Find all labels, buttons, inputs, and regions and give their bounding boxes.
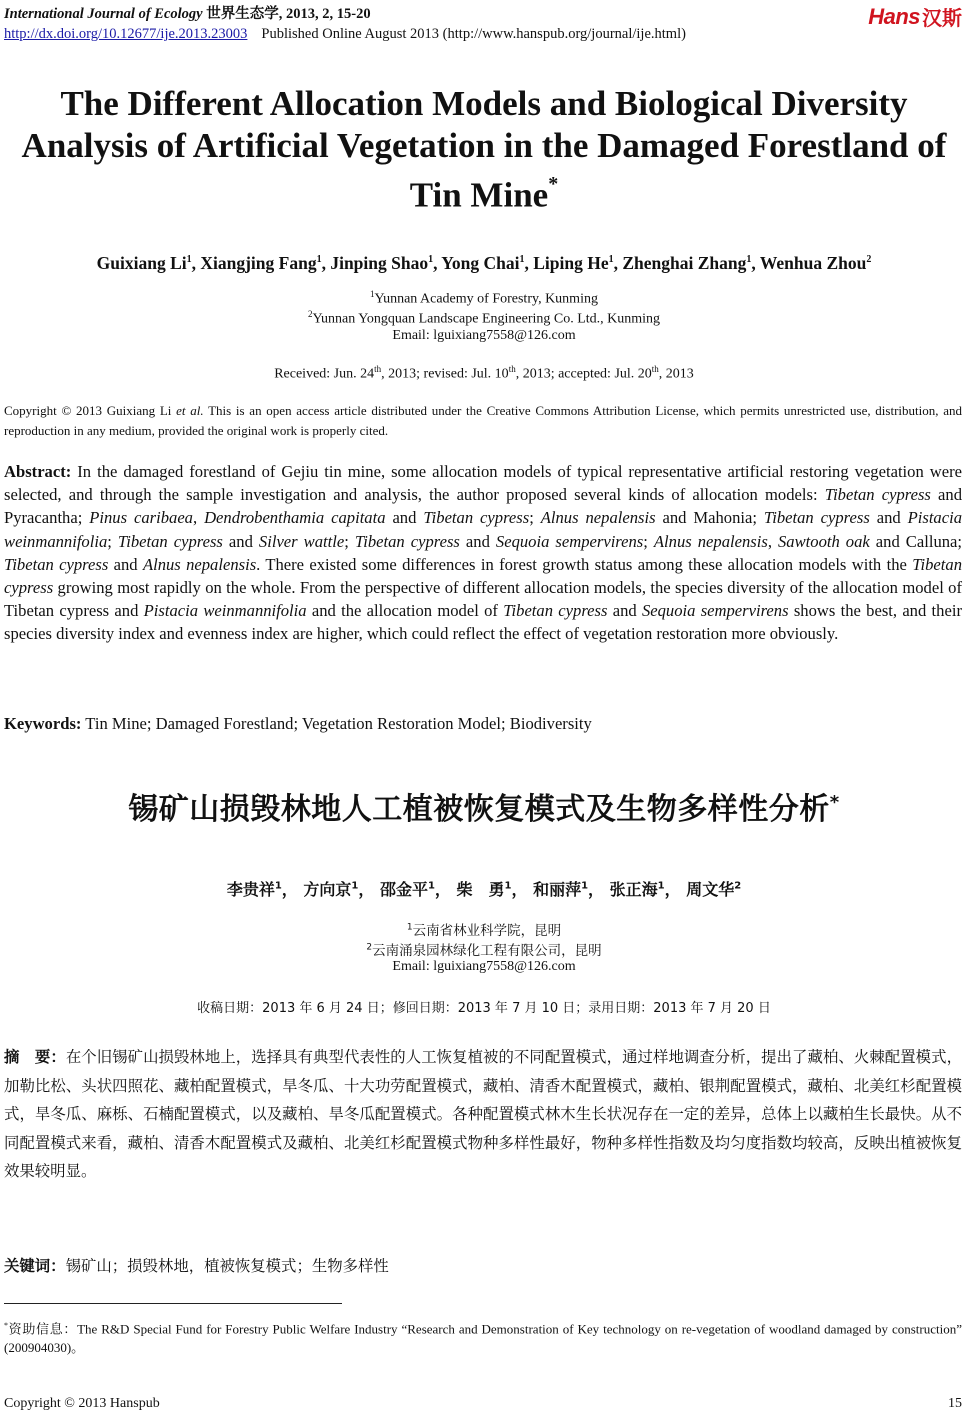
footnote-rule	[4, 1303, 342, 1304]
author: 李贵祥$^1$	[226, 880, 282, 899]
chinese-affiliation-2: $^2$云南涌泉园林绿化工程有限公司，昆明	[366, 942, 602, 959]
title-footnote-mark: *	[548, 173, 559, 195]
author: 邵金平$^1$	[379, 880, 435, 899]
volume-info: , 2013, 2, 15-20	[278, 6, 371, 22]
author: Zhenghai Zhang$^1$	[622, 253, 752, 273]
author: Guixiang Li$^1$	[96, 253, 192, 273]
copyright-notice: Copyright © 2013 Guixiang Li et al. This is an open access article distributed under the Creative Commons Attribution License, which permits unrestricted use, distribution, and reproduction in any medium, provided the original work is properly cited.	[4, 403, 962, 438]
logo-cjk: 汉斯	[922, 6, 962, 30]
author-list: Guixiang Li$^1$, Xiangjing Fang$^1$, Jinping Shao$^1$, Yong Chai$^1$, Liping He$^1$, Zhenghai Zhang$^1$, Wenhua Zhou$^2$	[96, 253, 872, 273]
paper-title	[4, 83, 964, 217]
title-line-2: Analysis of Artificial Vegetation in the Damaged Forestland of	[21, 126, 947, 165]
journal-citation	[4, 2, 371, 23]
author: 周文华$^2$	[686, 880, 742, 899]
chinese-author-list: 李贵祥$^1$， 方向京$^1$， 邵金平$^1$， 柴 勇$^1$， 和丽萍$^1$， 张正海$^1$， 周文华$^2$	[226, 880, 742, 899]
abstract-label: Abstract:	[4, 462, 72, 481]
chinese-email: Email: lguixiang7558@126.com	[392, 959, 576, 974]
chinese-abstract: 摘 要：在个旧锡矿山损毁林地上，选择具有典型代表性的人工恢复植被的不同配置模式，通过样地调查分析，提出了藏柏、火棘配置模式，加勒比松、头状四照花、藏柏配置模式，旱冬瓜、十大功劳配置模式，藏柏、清香木配置模式，藏柏、银荆配置模式，藏柏、北美红杉配置模式，旱冬瓜、麻栎、石楠配置模式，以及藏柏、旱冬瓜配置模式。各种配置模式林木生长状况存在一定的差异，总体上以藏柏生长最快。从不同配置模式来看，藏柏、清香木配置模式及藏柏、北美红杉配置模式物种多样性最好，物种多样性指数及均匀度指数均较高，反映出植被恢复效果较明显。	[4, 1048, 962, 1180]
author-email: Email: lguixiang7558@126.com	[392, 328, 576, 343]
keywords-label: Keywords:	[4, 714, 82, 733]
doi-line	[4, 26, 686, 43]
chinese-keywords-label: 关键词：	[4, 1257, 66, 1275]
chinese-abstract-label: 摘 要：	[4, 1048, 66, 1066]
published-note: Published Online August 2013 (http://www.hanspub.org/journal/ije.html)	[261, 26, 686, 42]
author: 张正海$^1$	[609, 880, 665, 899]
journal-name-cn: 世界生态学	[206, 6, 279, 22]
affiliation-1: $^1$Yunnan Academy of Forestry, Kunming	[370, 289, 598, 307]
author: 方向京$^1$	[303, 880, 359, 899]
abstract: Abstract: In the damaged forestland of Gejiu tin mine, some allocation models of typical representative artificial restoring vegetation were selected, and through the sample investigation and analysis, the author proposed several kinds of allocation models: Tibetan cypress and Pyracantha; Pinus caribaea, Dendrobenthamia capitata and Tibetan cypress; Alnus nepalensis and Mahonia; Tibetan cypress and Pistacia weinmannifolia; Tibetan cypress and Silver wattle; Tibetan cypress and Sequoia sempervirens; Alnus nepalensis, Sawtooth oak and Calluna; Tibetan cypress and Alnus nepalensis. There existed some differences in forest growth status among these allocation models with the Tibetan cypress growing most rapidly on the whole. From the perspective of different allocation models, the species diversity of the allocation model of Tibetan cypress and Pistacia weinmannifolia and the allocation model of Tibetan cypress and Sequoia sempervirens shows the best, and their species diversity index and evenness index are higher, which could reflect the effect of vegetation restoration more obviously.	[4, 462, 963, 644]
page-footer	[4, 1396, 962, 1412]
chinese-affiliation-1: $^1$云南省林业科学院，昆明	[406, 922, 562, 939]
footer-copyright: Copyright © 2013 Hanspub	[4, 1396, 160, 1411]
logo-latin: Hans	[868, 3, 920, 29]
author: Xiangjing Fang$^1$	[200, 253, 322, 273]
chinese-dates: 收稿日期：2013 年 6 月 24 日；修回日期：2013 年 7 月 10 日；录用日期：2013 年 7 月 20 日	[197, 1001, 771, 1016]
journal-header	[4, 2, 962, 48]
affiliation-2: $^2$Yunnan Yongquan Landscape Engineering Co. Ltd., Kunming	[307, 309, 661, 327]
funding-footnote: *资助信息：The R&D Special Fund for Forestry Public Welfare Industry “Research and Demonstration of Key technology on re-vegetation of woodland damaged by construction” (200904030)。	[4, 1321, 962, 1356]
keywords: Keywords: Tin Mine; Damaged Forestland; Vegetation Restoration Model; Biodiversity	[4, 714, 592, 733]
doi-link[interactable]: http://dx.doi.org/10.12677/ije.2013.23003	[4, 26, 248, 42]
title-line-1: The Different Allocation Models and Biological Diversity	[60, 84, 908, 123]
title-line-3: Tin Mine*	[409, 173, 559, 215]
author: Jinping Shao$^1$	[330, 253, 434, 273]
author: Liping He$^1$	[533, 253, 614, 273]
author: 和丽萍$^1$	[533, 880, 589, 899]
author: 柴 勇$^1$	[456, 880, 512, 899]
page-number: 15	[948, 1396, 962, 1411]
received-dates: Received: Jun. 24th, 2013; revised: Jul. 10th, 2013; accepted: Jul. 20th, 2013	[274, 364, 694, 382]
journal-name: International Journal of Ecology	[4, 6, 203, 22]
chinese-keywords: 关键词：锡矿山；损毁林地，植被恢复模式；生物多样性	[4, 1257, 389, 1275]
hanspub-logo	[868, 2, 962, 31]
chinese-title: 锡矿山损毁林地人工植被恢复模式及生物多样性分析*	[128, 792, 840, 827]
author: Wenhua Zhou$^2$	[759, 253, 872, 273]
author: Yong Chai$^1$	[441, 253, 525, 273]
